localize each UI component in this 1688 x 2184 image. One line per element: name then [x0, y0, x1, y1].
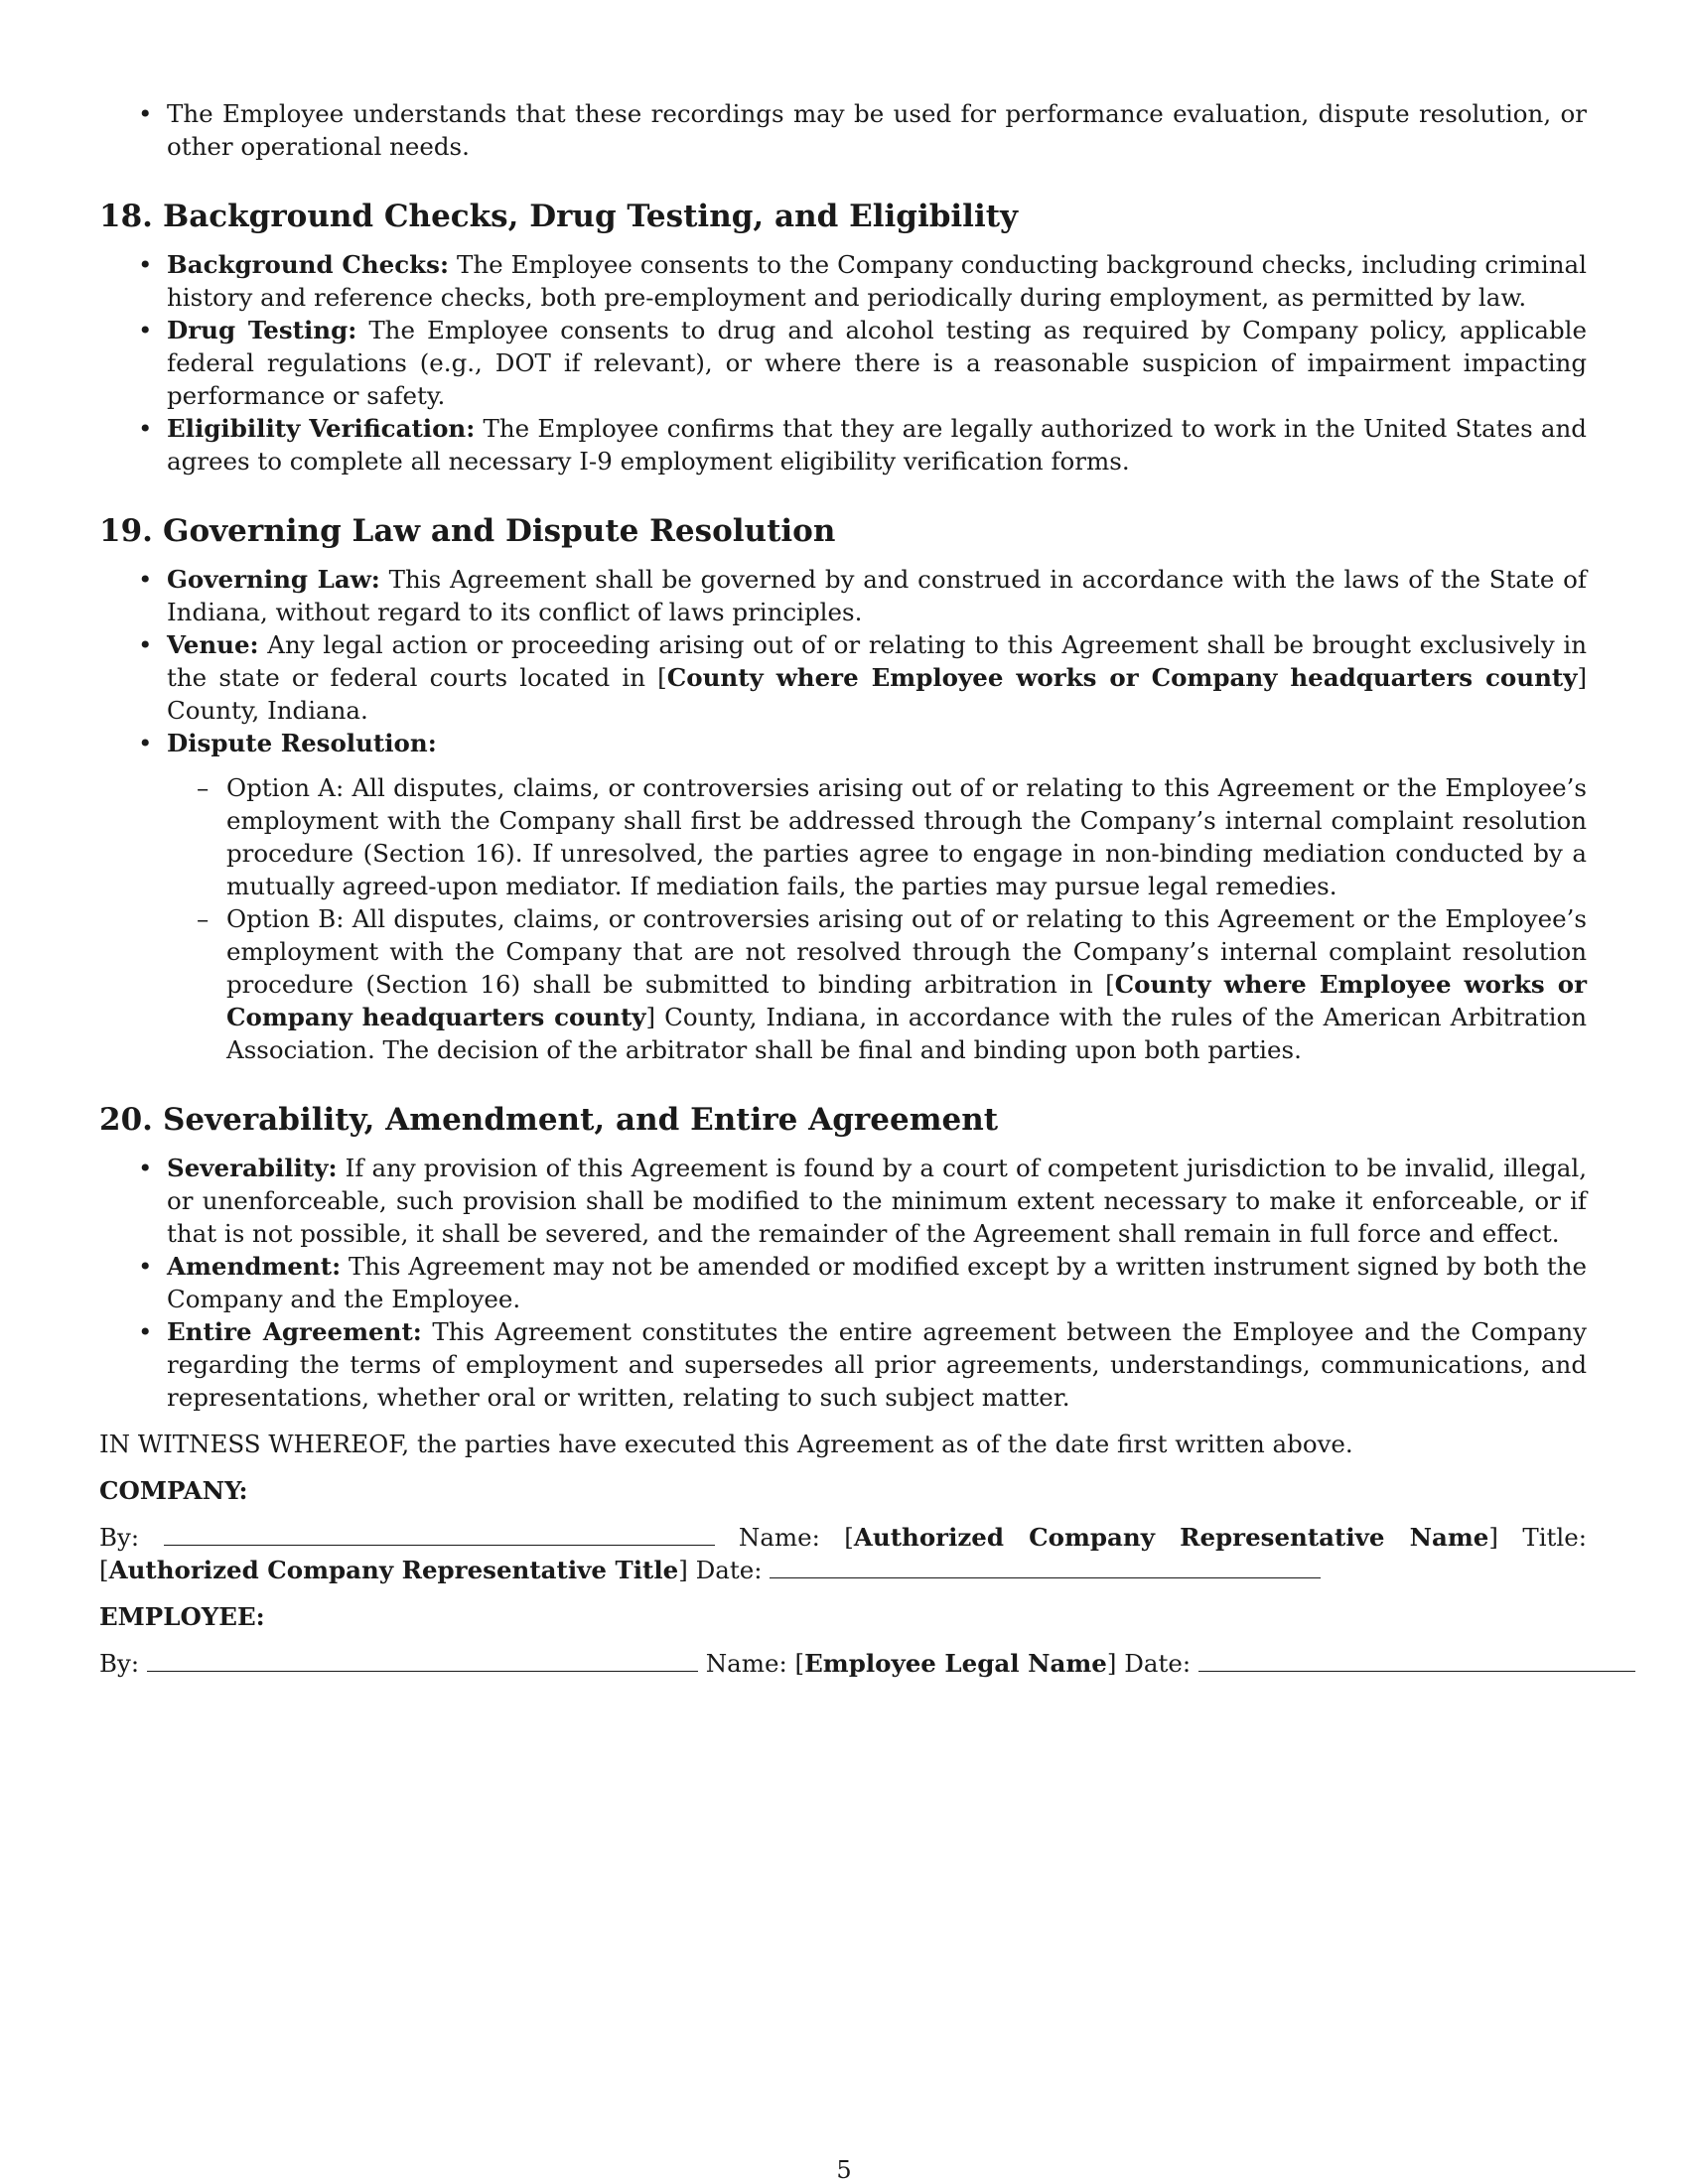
employee-date-line[interactable] — [1198, 1647, 1635, 1672]
list-item: • Background Checks: The Employee consents to the Company conducting background checks, including criminal history and reference checks, both pre-employment and periodically during employment, as permitted by law. — [99, 248, 1587, 314]
page-number: 5 — [836, 2156, 852, 2184]
section-20-list — [99, 1152, 1587, 1414]
list-item: • Venue: Any legal action or proceeding arising out of or relating to this Agreement shall be brought exclusively in the state or federal courts located in [County where Employee works or Company headquarters county] County, Indiana. — [99, 628, 1587, 727]
option-a: – Option A: All disputes, claims, or controversies arising out of or relating to this Agreement or the Employee’s employment with the Company shall first be addressed through the Company’s internal complaint resolution procedure (Section 16). If unresolved, the parties agree to engage in non-binding mediation conducted by a mutually agreed-upon mediator. If mediation fails, the parties may pursue legal remedies. — [167, 771, 1587, 902]
list-item: • The Employee understands that these recordings may be used for performance evaluation, dispute resolution, or other operational needs. — [99, 97, 1587, 163]
list-item: • Eligibility Verification: The Employee confirms that they are legally authorized to work in the United States and agrees to complete all necessary I-9 employment eligibility verification forms. — [99, 412, 1587, 478]
company-signature-line[interactable] — [164, 1521, 715, 1546]
list-item: • Drug Testing: The Employee consents to drug and alcohol testing as required by Company policy, applicable federal regulations (e.g., DOT if relevant), or where there is a reasonable suspicion of impairment impacting performance or safety. — [99, 314, 1587, 412]
section-18-list — [99, 248, 1587, 478]
list-item: • Dispute Resolution: – Option A: All disputes, claims, or controversies arising out of or relating to this Agreement or the Employee’s employment with the Company shall first be addressed through the Company’s internal complaint resolution procedure (Section 16). If unresolved, the parties agree to engage in non-binding mediation conducted by a mutually agreed-upon mediator. If mediation fails, the parties may pursue legal remedies. – Option B: All disputes, claims, or controversies arising out of or relating to this Agreement or the Employee’s employment with the Company that are not resolved through the Company’s internal complaint resolution procedure (Section 16) shall be submitted to binding arbitration in [County where Employee works or Company headquarters county] County, Indiana, in accordance with the rules of the American Arbitration Association. The decision of the arbitrator shall be final and binding upon both parties. — [99, 727, 1587, 1066]
list-item: • Amendment: This Agreement may not be amended or modified except by a written instrument signed by both the Company and the Employee. — [99, 1250, 1587, 1315]
section-18 — [99, 197, 1587, 478]
section-heading: 19. Governing Law and Dispute Resolution — [99, 513, 836, 549]
company-date-line[interactable] — [770, 1554, 1321, 1578]
list-item: • Entire Agreement: This Agreement constitutes the entire agreement between the Employee and the Company regarding the terms of employment and supersedes all prior agreements, understandings, communications, and representations, whether oral or written, relating to such subject matter. — [99, 1315, 1587, 1414]
company-heading: COMPANY: — [99, 1476, 248, 1505]
section-heading: 18. Background Checks, Drug Testing, and Eligibility — [99, 199, 1019, 234]
intro-list — [99, 97, 1587, 163]
dispute-options-list — [167, 771, 1587, 1066]
section-19-list — [99, 563, 1587, 1066]
employee-signature-line[interactable] — [147, 1647, 698, 1672]
section-19 — [99, 511, 1587, 1066]
list-item: • Severability: If any provision of this Agreement is found by a court of competent jurisdiction to be invalid, illegal, or unenforceable, such provision shall be modified to the minimum extent necessary to make it enforceable, or if that is not possible, it shall be severed, and the remainder of the Agreement shall remain in full force and effect. — [99, 1152, 1587, 1250]
company-signature-block: By: Name: [Authorized Company Representative Name] Title: [Authorized Company Representative Title] Date: — [99, 1523, 1587, 1584]
document-page — [99, 97, 1587, 1680]
employee-signature-block: By: Name: [Employee Legal Name] Date: — [99, 1647, 1587, 1680]
section-heading: 20. Severability, Amendment, and Entire Agreement — [99, 1102, 999, 1138]
section-20 — [99, 1100, 1587, 1414]
employee-heading: EMPLOYEE: — [99, 1602, 265, 1631]
option-b: – Option B: All disputes, claims, or controversies arising out of or relating to this Agreement or the Employee’s employment with the Company that are not resolved through the Company’s internal complaint resolution procedure (Section 16) shall be submitted to binding arbitration in [County where Employee works or Company headquarters county] County, Indiana, in accordance with the rules of the American Arbitration Association. The decision of the arbitrator shall be final and binding upon both parties. — [167, 902, 1587, 1066]
witness-statement: IN WITNESS WHEREOF, the parties have executed this Agreement as of the date first written above. — [99, 1430, 1353, 1458]
list-item: • Governing Law: This Agreement shall be governed by and construed in accordance with the laws of the State of Indiana, without regard to its conflict of laws principles. — [99, 563, 1587, 628]
